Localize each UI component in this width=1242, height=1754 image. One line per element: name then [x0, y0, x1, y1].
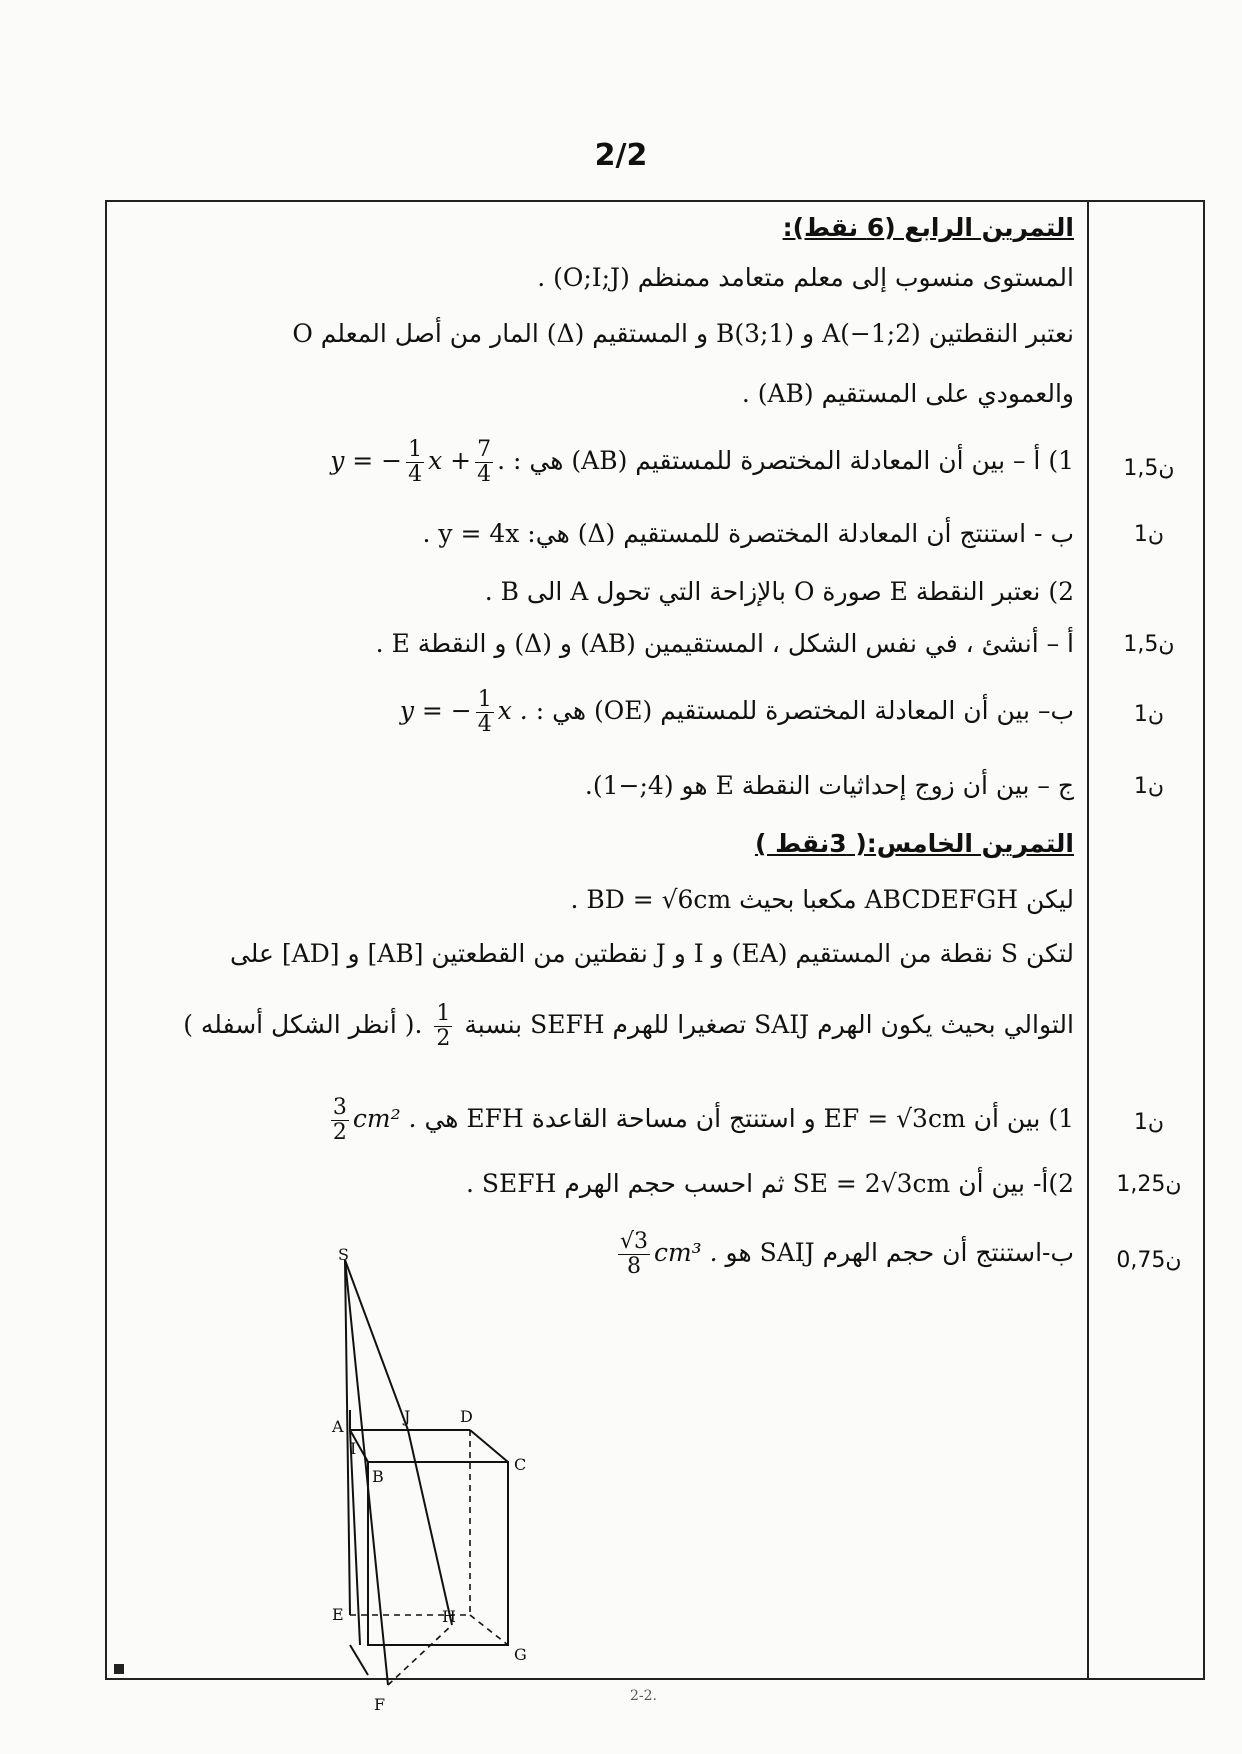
exercise5-q1 [327, 1096, 1074, 1145]
intro3-part-b: .( أنظر الشكل أسفله ) [183, 1010, 423, 1040]
q1a-eq-prefix: y = − [330, 446, 403, 476]
q1a-eq-mid: x + [428, 446, 472, 476]
hidden-edge-HG [470, 1615, 508, 1645]
cube-pyramid-figure [310, 1240, 560, 1714]
score-q2c: 1ن [1133, 774, 1165, 799]
exercise4-q2a: أ – أنشئ ، في نفس الشكل ، المستقيمين (AB) و (Δ) و النقطة E . [375, 629, 1074, 658]
exercise5-intro2: لتكن S نقطة من المستقيم (EA) و I و J نقطتين من القطعتين [AB] و [AD] على [229, 939, 1074, 968]
score-column-divider [1087, 200, 1089, 1680]
q2b-frac-den: 4 [477, 712, 492, 738]
exercise4-q1b: ب - استنتج أن المعادلة المختصرة للمستقيم (Δ) هي: y = 4x . [422, 519, 1074, 548]
q2b-text: ب– بين أن المعادلة المختصرة للمستقيم (OE) هي : [535, 696, 1074, 726]
edge-AE-part [350, 1430, 360, 1645]
score-q2a: 1,5ن [1123, 632, 1175, 657]
label-S: S [338, 1245, 349, 1264]
exercise4-title: التمرين الرابع (6 نقط): [782, 213, 1074, 242]
q2b-frac-num: 1 [477, 687, 492, 712]
footer-mark: 2-2. [630, 1688, 657, 1704]
q1a-eq-end: . [497, 446, 506, 476]
score-q1a: 1,5ن [1123, 456, 1175, 481]
q1a-frac1-num: 1 [408, 437, 423, 462]
q2b5-frac-num: √3 [619, 1229, 648, 1254]
line-JH [408, 1430, 452, 1625]
q2b5-frac-den: 8 [626, 1254, 641, 1280]
exercise4-intro1: المستوى منسوب إلى معلم متعامد ممنظم (O;I;J) . [537, 263, 1074, 292]
exercise4-intro2: نعتبر النقطتين A(−1;2) و B(3;1) و المستقيم (Δ) المار من أصل المعلم O [292, 319, 1074, 348]
q2b5-text: ب-استنتج أن حجم الهرم SAIJ هو [725, 1238, 1074, 1268]
q2b-fraction [476, 688, 494, 737]
q1a-fraction-2 [475, 438, 493, 487]
exercise4-q1a [330, 438, 1074, 487]
q1-frac-den: 2 [332, 1120, 347, 1146]
intro3-fraction [434, 1002, 452, 1051]
q1a-text: 1) أ – بين أن المعادلة المختصرة للمستقيم (AB) هي : [513, 446, 1074, 476]
exercise5-intro1: ليكن ABCDEFGH مكعبا بحيث BD = √6cm . [570, 885, 1074, 914]
score-q1b: 1ن [1133, 522, 1165, 547]
q1-end: cm² . [352, 1104, 417, 1134]
exercise5-intro3 [183, 1002, 1074, 1051]
label-A: A [332, 1417, 344, 1436]
intro3-frac-num: 1 [436, 1001, 451, 1026]
score-ex5-q2a: 1,25ن [1116, 1172, 1182, 1197]
exercise4-q2: 2) نعتبر النقطة E صورة O بالإزاحة التي تحول A الى B . [484, 577, 1074, 606]
label-J: J [404, 1407, 411, 1426]
q2b5-fraction [618, 1230, 650, 1279]
label-H: H [442, 1607, 456, 1626]
score-ex5-q2b: 0,75ن [1116, 1248, 1182, 1273]
q2b-eq-end: x . [497, 696, 528, 726]
label-F: F [374, 1695, 386, 1714]
q1a-fraction-1 [406, 438, 424, 487]
q1-frac-num: 3 [332, 1095, 347, 1120]
q1a-frac1-den: 4 [408, 462, 423, 488]
q1-area [327, 1096, 417, 1145]
q1-text: 1) بين أن EF = √3cm و استنتج أن مساحة القاعدة EFH هي [424, 1104, 1074, 1134]
label-D: D [460, 1407, 473, 1426]
q1a-equation [330, 438, 505, 487]
label-G: G [514, 1645, 527, 1664]
score-q2b: 1ن [1133, 702, 1165, 727]
exercise5-q2b [614, 1230, 1074, 1279]
exercise5-title: التمرين الخامس:( 3نقط ) [754, 829, 1074, 858]
q1a-frac2-num: 7 [477, 437, 492, 462]
exercise4-q2c: ج – بين أن زوج إحداثيات النقطة E هو (4;−1). [584, 771, 1074, 800]
intro3-part-a: التوالي بحيث يكون الهرم SAIJ تصغيرا للهرم SEFH بنسبة [464, 1010, 1074, 1040]
q2b5-volume [614, 1230, 718, 1279]
q2b-eq-prefix: y = − [399, 696, 472, 726]
exercise4-intro3: والعمودي على المستقيم (AB) . [741, 379, 1074, 408]
front-face-BCGF [368, 1462, 508, 1645]
page-number: 2/2 [594, 138, 648, 173]
q1-fraction [331, 1096, 349, 1145]
label-E: E [332, 1605, 344, 1624]
label-B: B [372, 1467, 384, 1486]
q2b-equation [400, 688, 528, 737]
intro3-frac-den: 2 [436, 1026, 451, 1052]
exercise4-q2b [400, 688, 1074, 737]
label-I: I [350, 1439, 357, 1458]
q2b5-end: cm³ . [653, 1238, 718, 1268]
q1a-frac2-den: 4 [477, 462, 492, 488]
edge-DC [470, 1430, 508, 1462]
label-C: C [514, 1455, 527, 1474]
score-ex5-q1: 1ن [1133, 1110, 1165, 1135]
line-SE [345, 1260, 350, 1615]
corner-mark [114, 1664, 124, 1674]
exercise5-q2a: 2)أ- بين أن SE = 2√3cm ثم احسب حجم الهرم SEFH . [465, 1169, 1074, 1198]
